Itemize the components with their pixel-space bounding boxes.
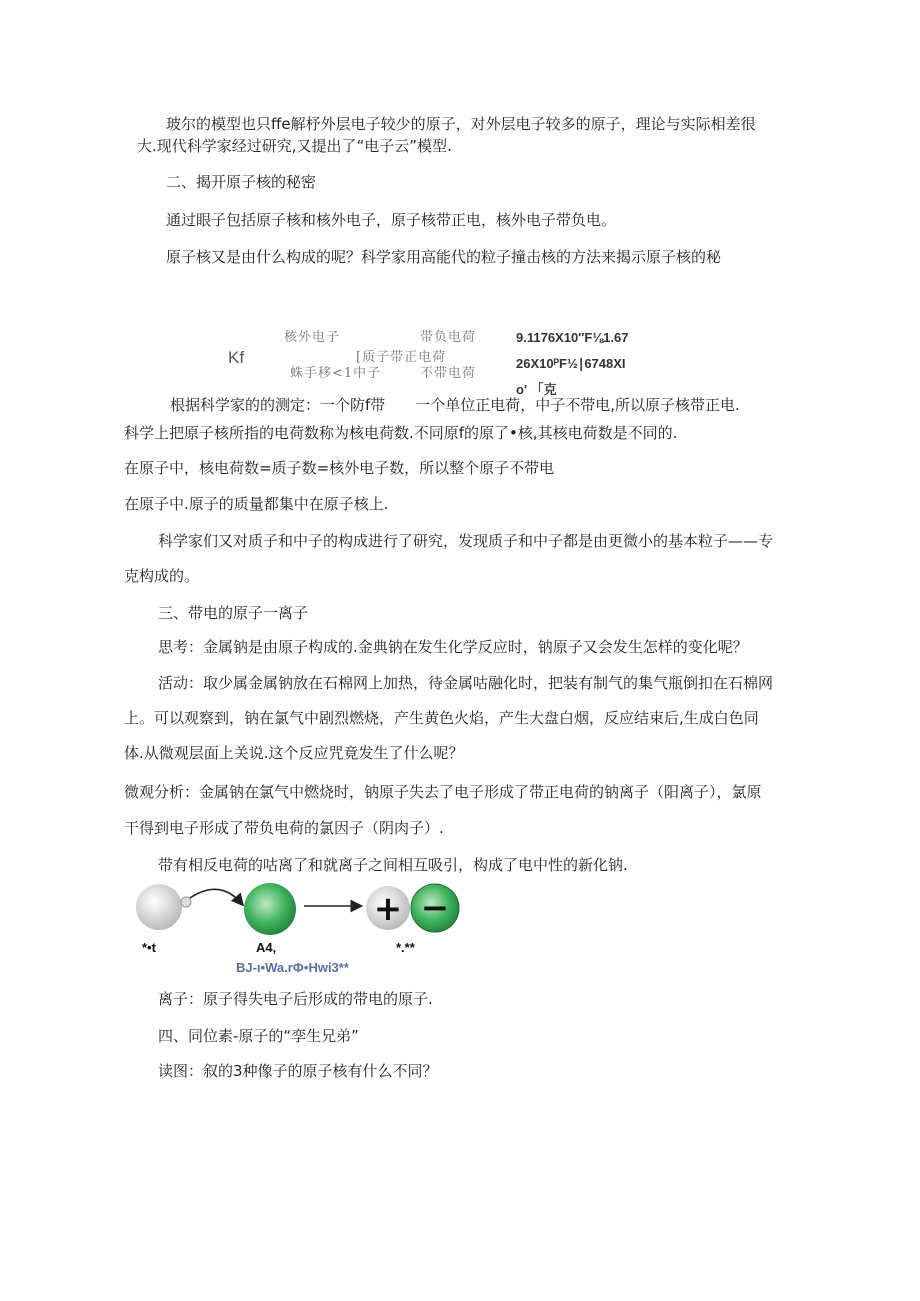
micro-analysis-line2: 干得到电子形成了带负电荷的氯因子（阴肉子）. (124, 819, 444, 837)
para6: 在原子中，核电荷数=质子数=核外电子数，所以整个原子不带电 (124, 459, 555, 477)
para1-line1: 玻尔的模型也只ffe解杼外层电子较少的原子，对外层电子较多的原子，理论与实际相差很 (166, 115, 756, 133)
activity-line2: 上。可以观察到，钠在氯气中剧烈燃烧，产生黄色火焰，产生大盘白烟，反应结束后,生成白色同 (124, 709, 759, 727)
table-r2-c3: 26X10ᴾF½∣6748XI (516, 356, 626, 371)
table-r2-c1: [质子带正电荷 (356, 350, 447, 365)
para9: 带有相反电荷的咕离了和就离子之间相互吸引，构成了电中性的新化钠. (158, 856, 628, 874)
transfer-arrow (190, 889, 242, 904)
table-r1-c1: 核外电子 (284, 330, 341, 345)
table-r1-c2: 带负电荷 (420, 330, 477, 345)
para1-line2: 大.现代科学家经过研究,又提出了“电子云”模型. (137, 137, 452, 155)
table-r3-c1: 蛛手移<1中子 (290, 366, 382, 381)
sodium-atom (136, 884, 182, 930)
para8-line1: 科学家们又对质子和中子的构成进行了研究，发现质子和中子都是由更微小的基本粒子——专 (158, 532, 774, 550)
diagram-label-left: *•t (142, 940, 156, 955)
chlorine-atom (244, 883, 296, 935)
para3: 原子核又是由什么构成的呢？科学家用高能代的粒子撞击核的方法来揭示原子核的秘 (166, 248, 722, 266)
electron-dot (181, 897, 191, 907)
section-heading-4: 四、同位素-原子的“孪生兄弟” (158, 1027, 359, 1045)
activity-line1: 活动：取少属金属钠放在石棉网上加热，待金属咕融化时，把装有制气的集气瓶倒扣在石棉网 (158, 674, 774, 692)
diagram-label-mid: A4, (256, 940, 277, 955)
para8-line2: 克构成的。 (124, 567, 200, 585)
para2: 通过眼子包括原子核和核外电子，原子核带正电，核外电子带负电。 (166, 211, 617, 229)
think-paragraph: 思考：金属钠是由原子构成的.金典钠在发生化学反应时，钠原子又会发生怎样的变化呢？ (158, 638, 748, 656)
diagram-label-right: *.** (396, 940, 415, 955)
read-figure: 读图：叙的3种像子的原子核有什么不同？ (158, 1062, 438, 1080)
minus-icon: − (420, 888, 450, 928)
micro-analysis-line1: 微观分析：金属钠在氯气中燃烧时，钠原子失去了电子形成了带正电荷的钠离子（阳离子），氯原 (124, 783, 762, 801)
section-heading-2: 二、揭开原子核的秘密 (166, 173, 317, 191)
table-bracket-label: Kf (228, 348, 245, 367)
section-heading-3: 三、带电的原子一离子 (158, 604, 309, 622)
diagram-caption: BJ-ι•Wa.rФ•Hwi3** (236, 960, 349, 975)
ion-formation-diagram (130, 878, 470, 940)
para7: 在原子中.原子的质量都集中在原子核上. (124, 495, 389, 513)
table-r3-c3: o' 「克 (516, 382, 557, 397)
ion-definition: 离子：原子得失电子后形成的带电的原子. (158, 990, 433, 1008)
para4: 根据科学家的的测定：一个防f带 一个单位正电荷，中子不带电,所以原子核带正电. (170, 396, 740, 414)
table-r3-c2: 不带电荷 (420, 366, 477, 381)
activity-line3: 体.从微观层面上关说.这个反应咒竟发生了什么呢？ (124, 744, 464, 762)
para5: 科学上把原子核所指的电荷数称为核电荷数.不同原f的原了•核,其核电荷数是不同的. (124, 424, 678, 442)
table-r1-c3: 9.1176X10″F⅛1.67 (516, 330, 629, 345)
plus-icon: + (373, 889, 403, 929)
